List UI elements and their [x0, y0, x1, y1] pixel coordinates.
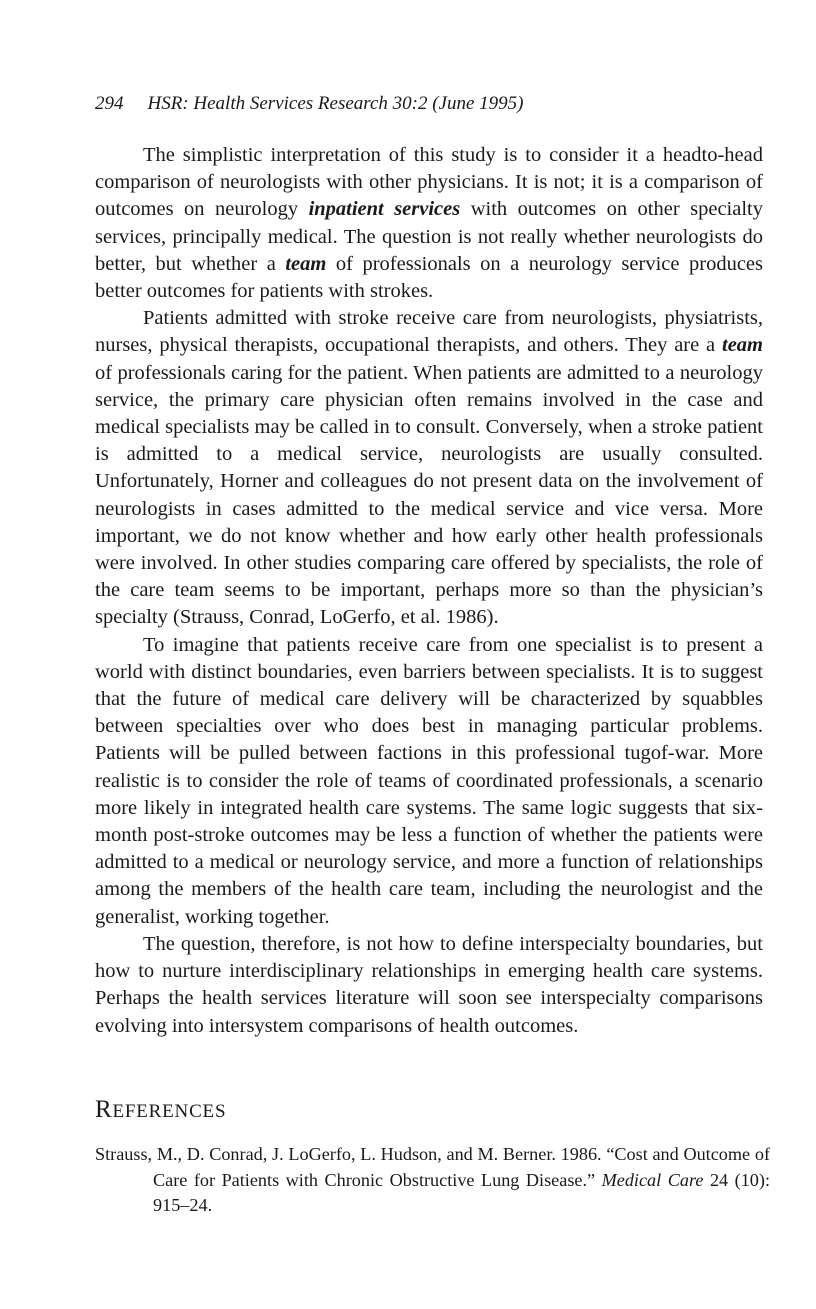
paragraph-1-text-e: of professionals on a neurology service produces better outcomes for patients with strokes.	[95, 252, 763, 303]
paragraph-2-text-c: of professionals caring for the patient. When patients are admitted to a neurology service, the primary care physician often remains involved in the case and medical specialists may be called in to consult. Conversely, when a stroke patient is admitted to a medical service, neurologists are usually consulted. Unfortunately, Horner and colleagues do not present data on the involvement of neurologists in cases admitted to the medical service and vice versa. More important, we do not know whether and how early other health professionals were involved. In other studies comparing care offered by specialists, the role of the care team seems to be important, perhaps more so than the physician’s specialty (Strauss, Conrad, LoGerfo, et al. 1986).	[95, 361, 763, 629]
reference-journal: Medical Care	[601, 1169, 704, 1190]
paragraph-3: To imagine that patients receive care from one specialist is to present a world with distinct boundaries, even barriers between specialists. It is to suggest that the future of medical care delivery will be characterized by squabbles between specialties over who does best in managing particular problems. Patients will be pulled between factions in this professional tugof-war. More realistic is to consider the role of teams of coordinated professionals, a scenario more likely in integrated health care systems. The same logic suggests that six-month post-stroke outcomes may be less a function of whether the patients were admitted to a medical or neurology service, and more a function of relationships among the members of the health care team, including the neurologist and the generalist, working together.	[95, 633, 763, 928]
reference-text: Strauss, M., D. Conrad, J. LoGerfo, L. Hudson, and M. Berner. 1986. “Cost and Outcome of Care for Patients with Chronic Obstructive Lung Disease.”	[95, 1144, 770, 1190]
journal-title: HSR: Health Services Research 30:2 (June 1995)	[147, 93, 524, 114]
paragraph-1-text-a: The simplistic interpretation of this study is to consider it a headto-head comparison of neurologists with other physicians. It is not; it is a comparison of outcomes on neurology	[95, 144, 763, 221]
emphasis-team: team	[285, 252, 327, 275]
reference-citation: 24 (10): 915–24.	[153, 1169, 770, 1215]
reference-list	[95, 1142, 770, 1219]
paragraph-4: The question, therefore, is not how to define interspecialty boundaries, but how to nurture interdisciplinary relationships in emerging health care systems. Perhaps the health services literature will soon see interspecialty comparisons evolving into intersystem comparisons of health outcomes.	[95, 932, 763, 1037]
paragraph-2-text-a: Patients admitted with stroke receive care from neurologists, physiatrists, nurses, physical therapists, occupational therapists, and others. They are a	[95, 307, 763, 357]
running-head	[95, 93, 524, 115]
references-heading-initial: R	[95, 1096, 113, 1123]
emphasis-team: team	[722, 334, 763, 357]
references-heading-rest: EFERENCES	[112, 1101, 227, 1122]
emphasis-inpatient-services: inpatient services	[308, 198, 461, 221]
references-heading	[95, 1096, 226, 1124]
paragraph-1	[95, 142, 763, 305]
page-number: 294	[95, 93, 124, 114]
paragraph-2	[95, 305, 763, 631]
reference-item	[95, 1142, 770, 1219]
paragraph-1-text-c: with outcomes on other specialty services, principally medical. The question is not really whether neurologists do better, but whether a	[95, 198, 763, 275]
article-body	[95, 142, 763, 1040]
